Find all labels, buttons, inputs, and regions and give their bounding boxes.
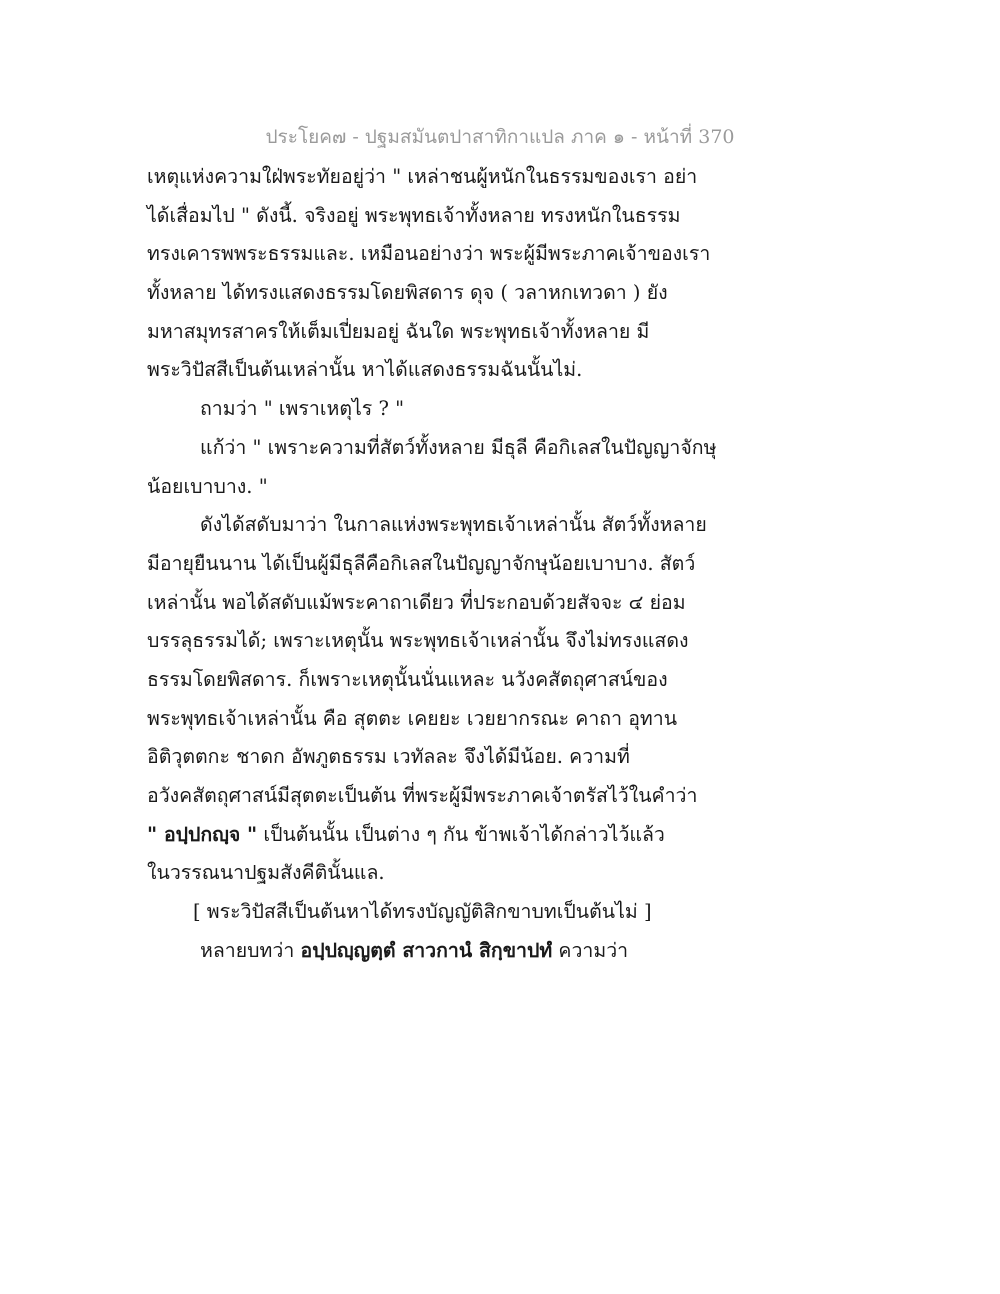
text-line: ได้เสื่อมไป " ดังนี้. จริงอยู่ พระพุทธเจ้าทั้งหลาย ทรงหนักในธรรม <box>147 203 681 227</box>
text-span: ความว่า <box>552 938 629 962</box>
text-line <box>147 816 707 855</box>
section-heading: [ พระวิปัสสีเป็นต้นหาได้ทรงบัญญัติสิกขาบทเป็นต้นไม่ ] <box>193 900 652 924</box>
page-header: ประโยค๗ - ปฐมสมันตปาสาทิกาแปล ภาค ๑ - หน้าที่ 370 <box>265 126 735 148</box>
bold-quote: " อปฺปกญฺจ " <box>147 822 258 846</box>
text-line: พระพุทธเจ้าเหล่านั้น คือ สุตตะ เคยยะ เวยยากรณะ คาถา อุทาน <box>147 706 678 730</box>
text-line: มหาสมุทรสาครให้เต็มเปี่ยมอยู่ ฉันใด พระพุทธเจ้าทั้งหลาย มี <box>147 319 650 343</box>
paragraph-start-line: ดังได้สดับมาว่า ในกาลแห่งพระพุทธเจ้าเหล่านั้น สัตว์ทั้งหลาย <box>200 513 707 537</box>
text-line: มีอายุยืนนาน ได้เป็นผู้มีธุลีคือกิเลสในปัญญาจักษุน้อยเบาบาง. สัตว์ <box>147 551 696 575</box>
text-line: บรรลุธรรมได้; เพราะเหตุนั้น พระพุทธเจ้าเหล่านั้น จึงไม่ทรงแสดง <box>147 629 689 653</box>
text-line: ในวรรณนาปฐมสังคีตินั้นแล. <box>147 861 385 885</box>
text-line: เหล่านั้น พอได้สดับแม้พระคาถาเดียว ที่ประกอบด้วยสัจจะ ๔ ย่อม <box>147 590 686 614</box>
text-line: พระวิปัสสีเป็นต้นเหล่านั้น หาได้แสดงธรรมฉันนั้นไม่. <box>147 358 583 382</box>
text-line: ธรรมโดยพิสดาร. ก็เพราะเหตุนั้นนั่นแหละ นวังคสัตถุศาสน์ของ <box>147 667 668 691</box>
text-line: ทั้งหลาย ได้ทรงแสดงธรรมโดยพิสดาร ดุจ ( วลาหกเทวดา ) ยัง <box>147 281 668 305</box>
text-span: หลายบทว่า <box>200 938 301 962</box>
text-line: อวังคสัตถุศาสน์มีสุตตะเป็นต้น ที่พระผู้มีพระภาคเจ้าตรัสไว้ในคำว่า <box>147 784 698 807</box>
text-line: อิติวุตตกะ ชาดก อัพภูตธรรม เวทัลละ จึงได้มีน้อย. ความที่ <box>147 745 630 769</box>
page-body <box>147 158 717 970</box>
text-line: ทรงเคารพพระธรรมและ. เหมือนอย่างว่า พระผู้มีพระภาคเจ้าของเรา <box>147 242 711 266</box>
answer-line: แก้ว่า " เพราะความที่สัตว์ทั้งหลาย มีธุลี คือกิเลสในปัญญาจักษุ <box>200 435 717 459</box>
bold-pali-term: อปฺปญฺญตฺตํ สาวกานํ สิกฺขาปทํ <box>300 938 553 962</box>
text-line: น้อยเบาบาง. " <box>147 474 268 498</box>
question-line: ถามว่า " เพราเหตุไร ? " <box>200 397 405 421</box>
text-span: เป็นต้นนั้น เป็นต่าง ๆ กัน ข้าพเจ้าได้กล่าวไว้แล้ว <box>257 822 665 846</box>
text-line: เหตุแห่งความใฝ่พระทัยอยู่ว่า " เหล่าชนผู้หนักในธรรมของเรา อย่า <box>147 165 698 188</box>
text-line <box>147 932 707 971</box>
